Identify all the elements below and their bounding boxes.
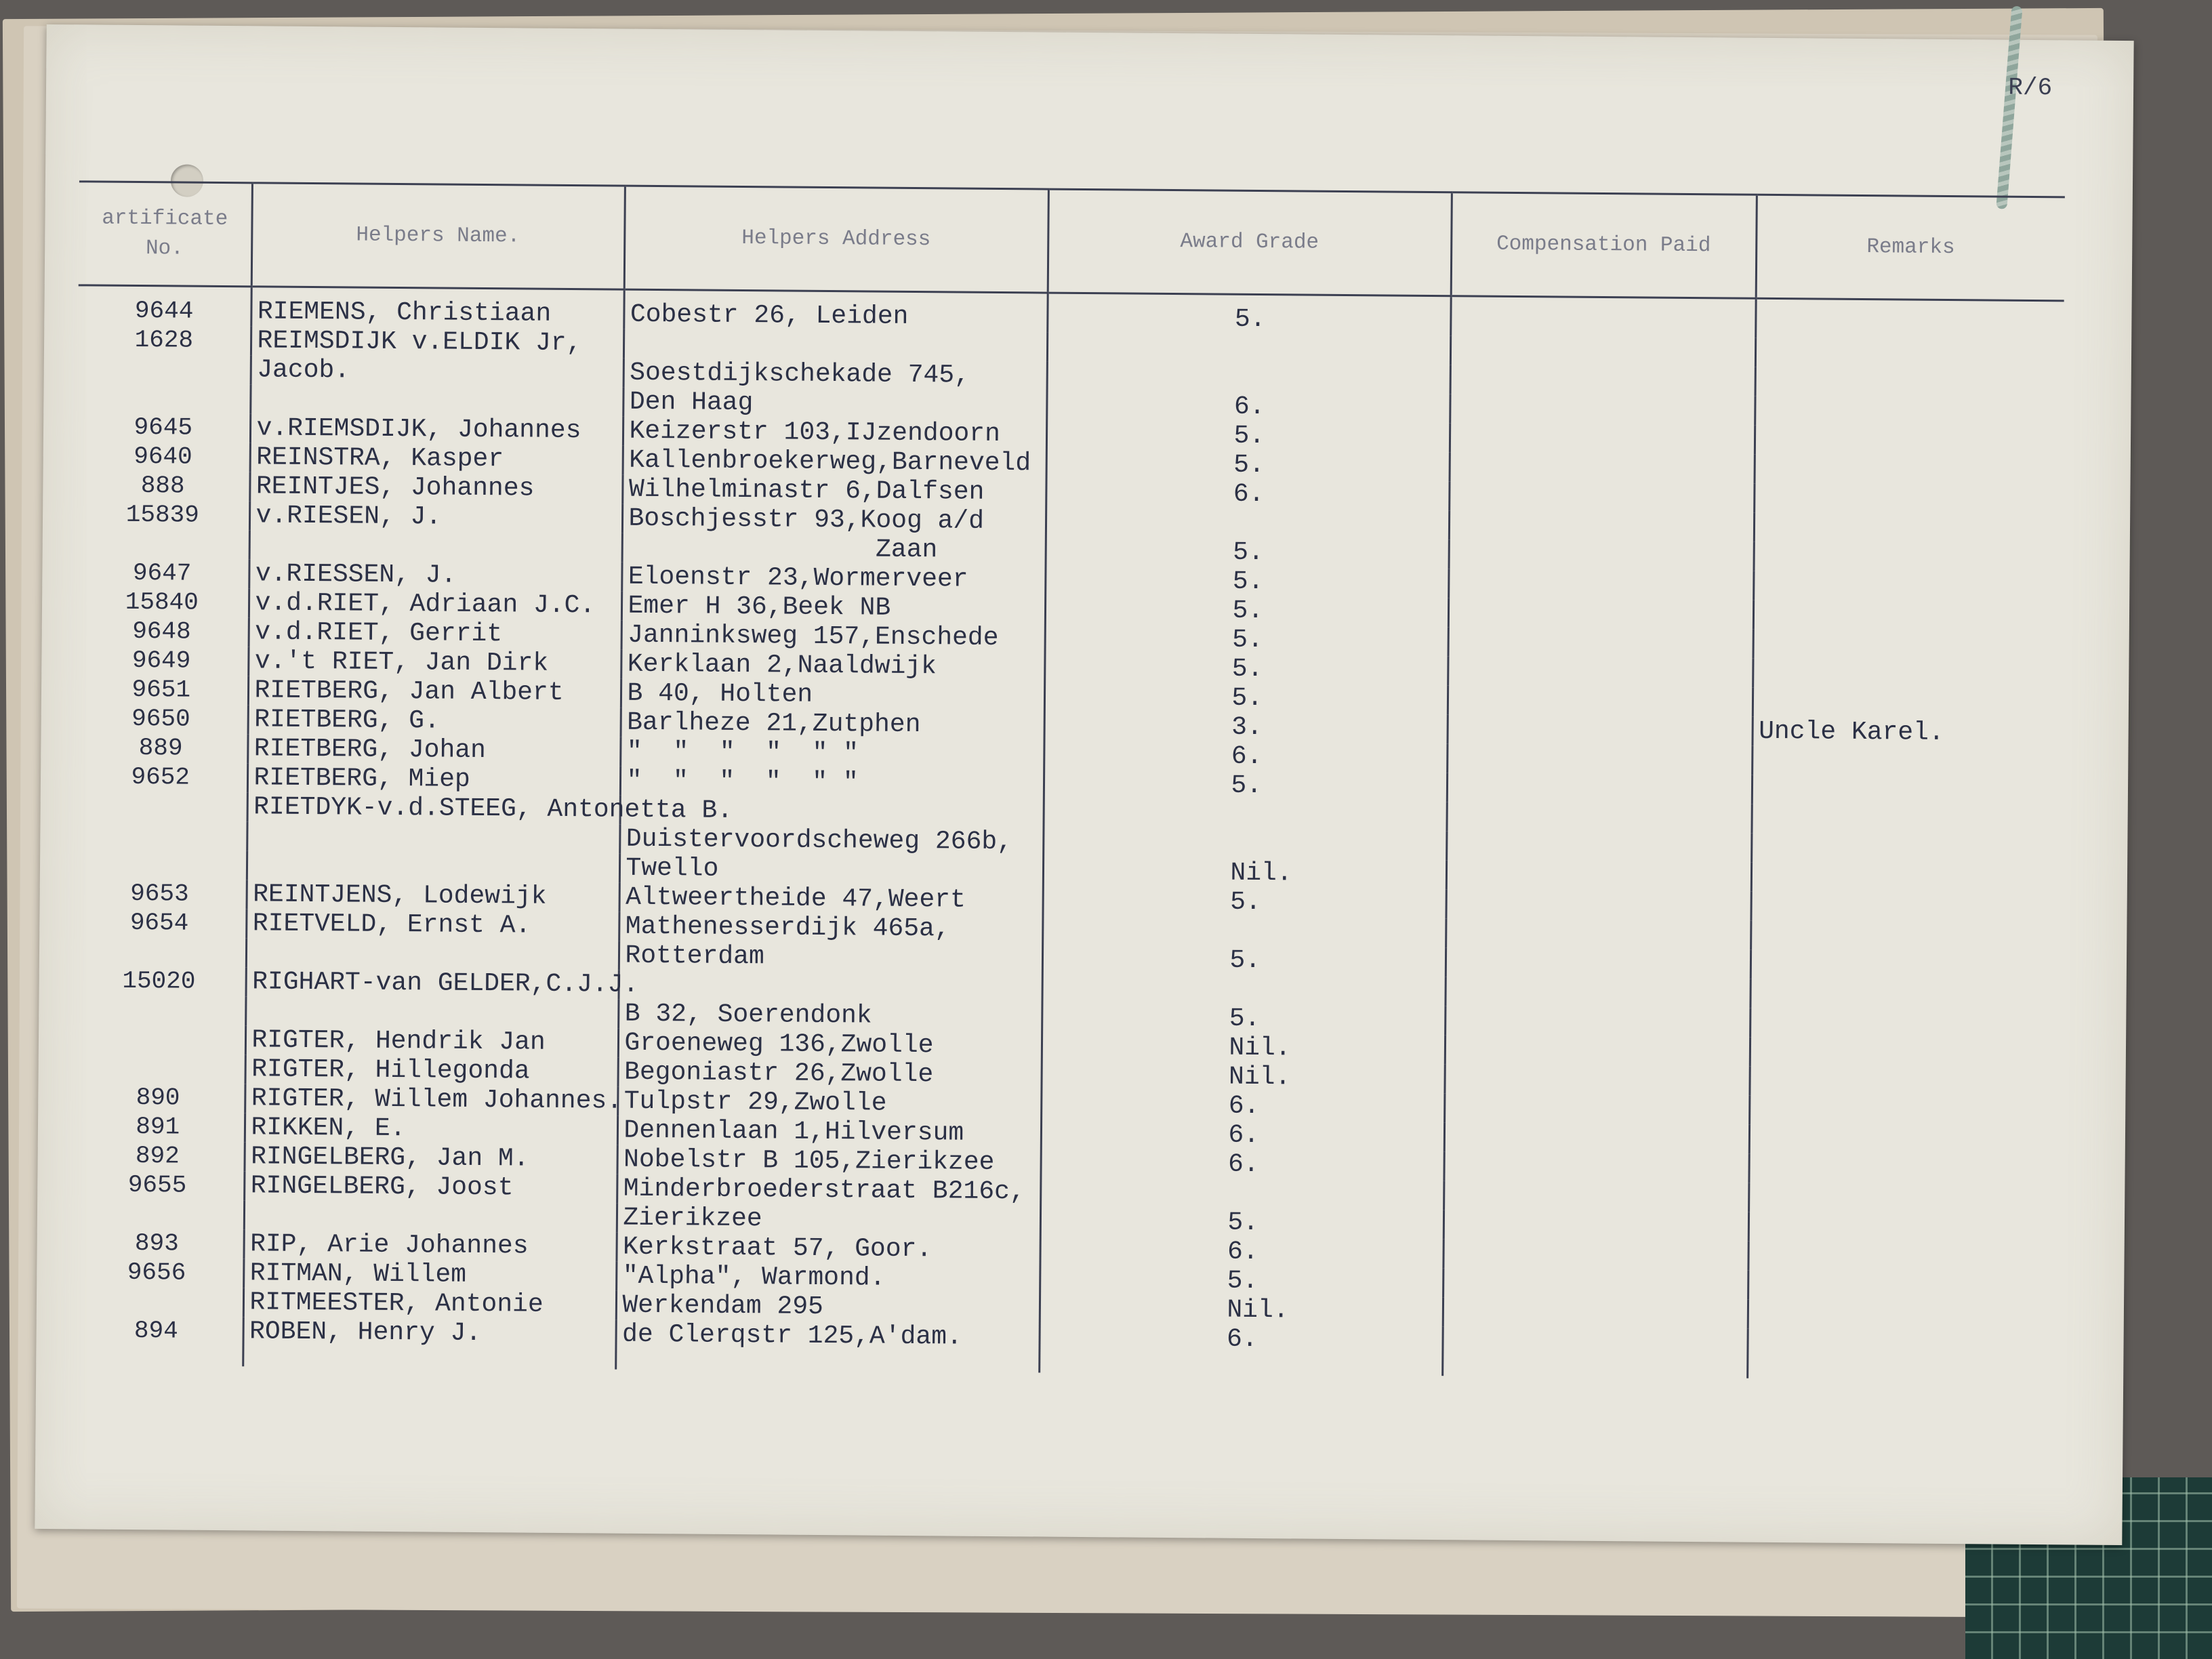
helper-address-cell: Den Haag [623,388,1046,420]
helper-address-cell: Keizerstr 103,IJzendoorn [623,417,1046,449]
helper-name-cell: v.'t RIET, Jan Dirk [248,647,621,678]
compensation-cell [1450,296,1755,338]
compensation-cell [1447,773,1752,804]
award-grade-cell: 5. [1042,886,1446,919]
helpers-ledger-table [70,180,2065,1380]
helper-name-cell: RINGELBERG, Joost [244,1171,617,1203]
helper-address-cell: Zierikzee [617,1204,1040,1236]
certificate-no-cell: 15840 [125,588,199,617]
remarks-cell [1750,950,2059,982]
award-grade-cell: 5. [1046,420,1450,453]
award-grade-cell [1043,828,1446,861]
compensation-cell [1443,1297,1748,1329]
helper-address-cell: Mathenesserdijk 465a, [619,912,1042,945]
helper-address-cell: Groeneweg 136,Zwolle [618,1029,1042,1061]
remarks-cell [1755,338,2064,370]
certificate-no-cell: 9640 [134,442,192,471]
col-header-compensation: Compensation Paid [1451,192,1757,299]
compensation-cell [1446,860,1751,892]
helper-name-cell: RIGTER, Hendrik Jan [245,1025,618,1057]
certificate-no-cell [77,383,250,413]
compensation-cell [1448,569,1753,600]
helper-address-cell [623,329,1047,362]
certificate-no-cell [73,937,246,967]
compensation-cell [1448,656,1753,688]
compensation-cell [1443,1181,1748,1212]
helper-name-cell: REINTJES, Johannes [249,472,622,504]
award-grade-cell: Nil. [1042,1032,1445,1065]
helper-address-cell: B 32, Soerendonk [618,1000,1042,1032]
helper-address-cell: Cobestr 26, Leiden [623,289,1047,332]
helper-address-cell: de Clerqstr 125,A'dam. [615,1320,1040,1373]
award-grade-cell: Nil. [1043,857,1446,890]
helper-address-cell: Zaan [622,533,1046,566]
helper-address-cell: " " " " " " [620,737,1044,770]
certificate-no-cell: 893 [134,1229,179,1258]
compensation-cell [1446,889,1750,921]
compensation-cell [1450,365,1755,396]
helper-name-cell: ROBEN, Henry J. [243,1317,616,1369]
helper-address-cell: Tulpstr 29,Zwolle [617,1087,1041,1120]
award-grade-cell: 6. [1041,1120,1444,1152]
helper-address-cell: Boschjesstr 93,Koog a/d [622,504,1046,537]
helper-name-cell: RITMAN, Willem [243,1258,616,1290]
remarks-cell [1748,1271,2056,1303]
helper-name-cell [249,530,622,562]
remarks-cell [1752,746,2060,778]
remarks-cell [1753,630,2061,661]
certificate-no-cell [78,354,251,384]
award-grade-cell: 5. [1044,653,1448,686]
remarks-cell [1750,1038,2058,1069]
award-grade-cell [1047,362,1450,394]
remarks-cell [1752,775,2060,807]
helper-name-cell: RIGTER, Hillegonda [245,1054,617,1086]
helper-address-cell: " " " " " " [620,766,1044,799]
certificate-no-cell: 9648 [132,617,191,646]
remarks-cell [1749,1067,2057,1099]
compensation-cell [1442,1326,1748,1378]
certificate-no-cell: 9650 [131,704,190,733]
compensation-cell [1447,714,1752,746]
certificate-no-cell: 9651 [131,675,191,704]
remarks-cell [1755,298,2064,340]
helper-address-cell: Kerklaan 2,Naaldwijk [621,650,1044,682]
helper-address-cell [618,970,1042,1003]
award-grade-cell [1040,1178,1443,1210]
compensation-cell [1444,1122,1749,1154]
compensation-cell [1445,1006,1750,1038]
col-header-remarks: Remarks [1756,194,2065,301]
compensation-cell [1449,510,1754,542]
remarks-cell: Uncle Karel. [1752,717,2060,749]
certificate-no-cell: 892 [135,1142,180,1170]
certificate-no-cell: 9649 [131,646,191,675]
certificate-no-cell [74,849,247,880]
remarks-cell [1750,979,2058,1011]
helper-name-cell: RIEMENS, Christiaan [251,287,623,329]
award-grade-cell: 6. [1040,1149,1443,1181]
helper-address-cell: Wilhelminastr 6,Dalfsen [622,475,1046,508]
page-reference: R/6 [2008,73,2053,102]
compensation-cell [1446,947,1750,979]
helper-name-cell: RIETBERG, G. [248,705,621,737]
remarks-cell [1753,571,2062,603]
award-grade-cell: 6. [1046,391,1450,424]
remarks-cell [1748,1154,2057,1186]
certificate-no-cell: 15839 [125,500,200,529]
award-grade-cell [1043,799,1446,832]
award-grade-cell: 3. [1044,712,1448,744]
award-grade-cell [1046,508,1449,540]
award-grade-cell: 5. [1042,1003,1445,1036]
certificate-no-cell: 889 [138,734,183,762]
compensation-cell [1450,394,1755,426]
helper-name-cell [245,996,618,1028]
compensation-cell [1449,539,1754,571]
remarks-cell [1753,688,2061,720]
compensation-cell [1446,831,1751,863]
helper-address-cell: Janninksweg 157,Enschede [621,621,1045,653]
helper-name-cell: RIETBERG, Jan Albert [248,676,621,708]
award-grade-cell: 6. [1044,741,1447,773]
helper-address-cell: Duistervoordscheweg 266b, [619,825,1043,857]
certificate-no-cell [74,820,247,851]
compensation-cell [1443,1151,1748,1183]
helper-address-cell: Twello [619,854,1043,886]
helper-name-cell: REINTJENS, Lodewijk [247,880,619,912]
helper-name-cell: REIMSDIJK v.ELDIK Jr, [251,326,623,358]
compensation-cell [1444,1064,1749,1096]
helper-address-cell: Begoniastr 26,Zwolle [617,1058,1041,1090]
header-row [79,182,2065,301]
award-grade-cell: 5. [1046,537,1449,569]
remarks-cell [1754,513,2062,545]
remarks-cell [1755,396,2063,428]
award-grade-cell: 5. [1040,1265,1443,1298]
remarks-cell [1754,484,2062,516]
certificate-no-cell: 891 [136,1113,180,1141]
remarks-cell [1753,659,2061,691]
helper-name-cell: RIETBERG, Miep [247,763,620,795]
helper-address-cell: Emer H 36,Beek NB [621,592,1045,624]
helper-address-cell: Altweertheide 47,Weert [619,883,1043,916]
certificate-no-cell [73,1024,245,1054]
certificate-no-cell: 9645 [134,413,193,442]
helper-name-cell: RINGELBERG, Jan M. [244,1142,617,1174]
remarks-cell [1751,863,2060,895]
col-header-name: Helpers Name. [251,183,625,289]
certificate-no-cell [73,995,245,1025]
award-grade-cell: 5. [1045,624,1448,657]
award-grade-cell: 6. [1040,1236,1443,1269]
helper-name-cell: RITMEESTER, Antonie [243,1288,616,1319]
remarks-cell [1750,892,2059,924]
helper-address-cell: Soestdijkschekade 745, [623,359,1047,391]
compensation-cell [1447,743,1752,775]
certificate-no-cell [71,1199,244,1229]
remarks-cell [1748,1183,2057,1215]
col-header-certificate: artificate No. [79,182,252,287]
certificate-no-cell [77,529,249,559]
helper-address-cell: Rotterdam [619,941,1042,974]
compensation-cell [1443,1268,1748,1300]
compensation-cell [1450,452,1755,484]
helper-address-cell: Kallenbroekerweg,Barneveld [623,446,1046,478]
remarks-cell [1755,455,2063,487]
helper-address-cell: Kerkstraat 57, Goor. [616,1233,1040,1265]
helper-name-cell: RIGTER, Willem Johannes. [245,1084,617,1115]
award-grade-cell: Nil. [1041,1061,1444,1094]
helper-address-cell: Werkendam 295 [616,1291,1040,1324]
award-grade-cell: 5. [1042,945,1446,977]
helper-name-cell: v.d.RIET, Adriaan J.C. [249,588,621,620]
helper-name-cell: RIKKEN, E. [245,1113,617,1145]
certificate-no-cell: 888 [140,472,185,500]
remarks-cell [1755,426,2063,457]
helper-address-cell: Eloenstr 23,Wormerveer [621,562,1045,595]
helper-name-cell [244,1200,617,1232]
award-grade-cell [1047,333,1450,365]
compensation-cell [1443,1239,1748,1271]
certificate-no-cell: 1628 [134,325,194,354]
award-grade-cell: 5. [1046,449,1450,482]
helper-address-cell: B 40, Holten [621,679,1044,712]
helper-name-cell: v.d.RIET, Gerrit [249,617,621,649]
certificate-no-cell: 9656 [127,1258,186,1287]
helper-name-cell: RIETVELD, Ernst A. [246,909,619,941]
remarks-cell [1755,367,2064,399]
remarks-cell [1748,1212,2057,1244]
compensation-cell [1446,802,1751,834]
award-grade-cell: Nil. [1040,1294,1443,1327]
award-grade-cell: 5. [1047,293,1450,335]
certificate-no-cell: 9652 [131,762,190,792]
certificate-no-cell [70,1286,243,1317]
helper-name-cell [247,821,619,853]
award-grade-cell: 5. [1045,566,1448,598]
remarks-cell [1749,1125,2057,1157]
certificate-no-cell: 9644 [134,296,194,325]
remarks-cell [1748,1300,2056,1332]
helper-address-cell: "Alpha", Warmond. [616,1262,1040,1294]
helper-name-cell: v.RIESSEN, J. [249,559,621,591]
certificate-no-cell [73,1053,245,1084]
helper-name-cell: REINSTRA, Kasper [250,443,623,474]
award-grade-cell: 5. [1045,595,1448,628]
ledger-body [70,285,2064,1380]
remarks-cell [1751,804,2060,836]
award-grade-cell: 5. [1040,1207,1443,1240]
certificate-no-cell: 894 [134,1317,178,1345]
award-grade-cell [1042,974,1445,1006]
helper-name-cell: v.RIESEN, J. [249,501,622,533]
col-header-award-grade: Award Grade [1048,189,1452,296]
remarks-cell [1750,921,2059,953]
remarks-cell [1747,1329,2056,1381]
compensation-cell [1445,1035,1750,1067]
compensation-cell [1448,627,1753,659]
compensation-cell [1450,335,1755,367]
compensation-cell [1450,423,1755,455]
col-header-address: Helpers Address [624,186,1048,293]
compensation-cell [1446,918,1750,950]
remarks-cell [1751,834,2060,865]
helper-name-cell: Jacob. [251,355,623,387]
compensation-cell [1445,977,1750,1008]
helper-name-cell [247,851,619,882]
remarks-cell [1753,600,2062,632]
certificate-no-cell: 9655 [127,1170,187,1200]
certificate-no-cell: 9647 [132,558,192,588]
helper-address-cell: Dennenlaan 1,Hilversum [617,1116,1041,1149]
helper-name-cell: RIETBERG, Johan [247,734,620,766]
helper-name-cell: v.RIEMSDIJK, Johannes [250,413,623,445]
award-grade-cell: 6. [1039,1324,1443,1376]
certificate-no-cell: 890 [136,1084,180,1112]
compensation-cell [1448,685,1753,717]
certificate-no-cell [75,791,247,821]
compensation-cell [1449,481,1754,513]
certificate-no-cell: 9653 [130,879,189,908]
helper-name-cell: RIETDYK-v.d.STEEG, Antonetta B. [247,792,620,824]
award-grade-cell: 5. [1044,682,1448,715]
remarks-cell [1749,1096,2057,1128]
compensation-cell [1443,1210,1748,1242]
helper-name-cell: RIGHART-van GELDER,C.J.J. [246,967,619,999]
helper-name-cell [246,938,619,970]
compensation-cell [1448,598,1753,630]
helper-address-cell: Barlheze 21,Zutphen [621,708,1044,741]
award-grade-cell: 6. [1041,1090,1444,1123]
award-grade-cell: 5. [1044,770,1447,802]
helper-address-cell: Minderbroederstraat B216c, [617,1174,1040,1207]
helper-name-cell: RIP, Arie Johannes [243,1229,616,1261]
ledger-page [35,24,2133,1545]
remarks-cell [1748,1242,2056,1273]
helper-address-cell: Nobelstr B 105,Zierikzee [617,1145,1040,1178]
compensation-cell [1444,1093,1749,1125]
remarks-cell [1754,542,2062,574]
award-grade-cell: 6. [1046,478,1449,511]
award-grade-cell [1042,916,1446,948]
helper-name-cell [250,384,623,416]
certificate-no-cell: 15020 [122,966,196,996]
remarks-cell [1750,1008,2058,1040]
certificate-no-cell: 9654 [129,908,189,937]
